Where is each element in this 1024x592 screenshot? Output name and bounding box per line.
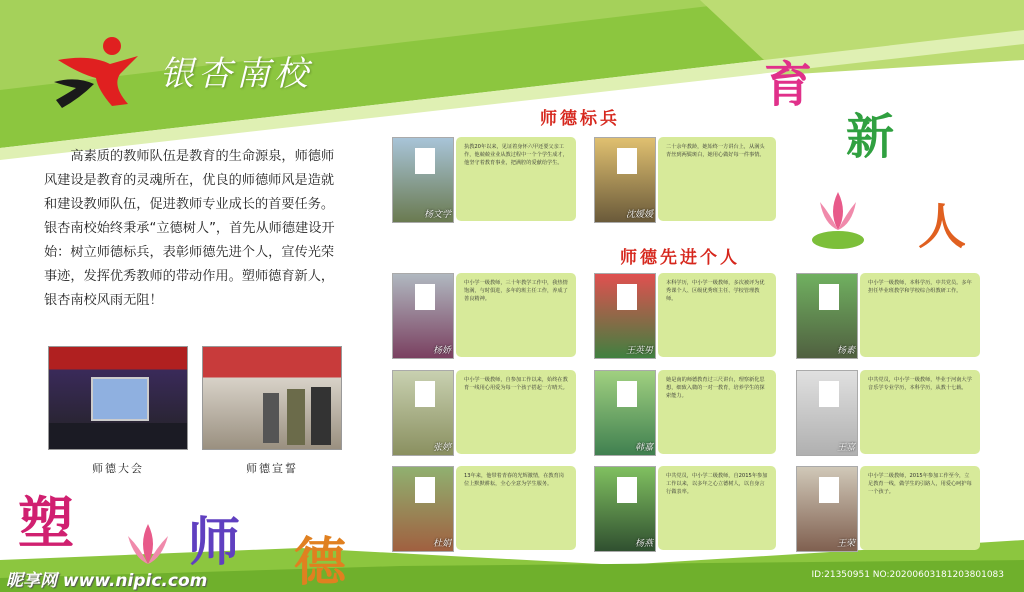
intro-paragraph: 高素质的教师队伍是教育的生命源泉，师德师风建设是教育的灵魂所在，优良的师德师风是造就和建设教师队伍，促进教师专业成长的首要任务。银杏南校始终秉承“立德树人”，首先从师德建设开始：树立师德标兵，表彰师德先进个人，宣传光荣事迹，发挥优秀教师的带动作用。塑师德育新人，银杏南校风雨无阻！ — [44, 149, 335, 308]
teacher-portrait: 王英男 — [594, 273, 656, 359]
teacher-bio-card: 执教20年以来，见证着身怀六甲还要父亲工作，他兢兢业业从教过程中一个个学生成才，他坚守着教育事业，把满腔的爱献给学生。 — [456, 137, 576, 221]
teacher-bio-card: 中共党员，中小学二级教师，自2015年参加工作以来，以多年之心立德树人，以自身言行做表率。 — [658, 466, 776, 550]
section-title-advanced: 师德先进个人 — [620, 248, 740, 268]
teacher-portrait: 王嘉 — [796, 370, 858, 456]
slogan-char: 人 — [918, 199, 967, 255]
oath-photo — [202, 346, 342, 450]
slogan-char: 师 — [188, 512, 241, 573]
photo-caption: 师德大会 — [92, 462, 144, 475]
teacher-bio-card: 13年来，他带着青春的光辉激情，在教育岗位上默默耕耘，全心全意为学生服务。 — [456, 466, 576, 550]
slogan-char: 塑 — [18, 491, 74, 557]
teacher-bio-card: 中小学一级教师，三十年教学工作中，我热情饱满，与时俱进，多年的班主任工作，养成了善良精神。 — [456, 273, 576, 357]
teacher-portrait: 杨燕 — [594, 466, 656, 552]
teacher-portrait: 韩嘉 — [594, 370, 656, 456]
teacher-portrait: 杨文学 — [392, 137, 454, 223]
teacher-portrait: 王荣 — [796, 466, 858, 552]
teacher-portrait: 杨素 — [796, 273, 858, 359]
teacher-bio-card: 中共党员，中小学一级教师，毕业于河南大学音乐学专业学历，本科学历，从教十七载。 — [860, 370, 980, 454]
teacher-bio-card: 中小学一级教师，自参加工作以来，始终在教育一线用心用爱为每一个孩子搭起一方晴天。 — [456, 370, 576, 454]
section-title-model: 师德标兵 — [540, 109, 620, 129]
teacher-portrait: 张婷 — [392, 370, 454, 456]
slogan-char: 德 — [294, 532, 347, 592]
teacher-bio-card: 二十余年教龄，她始终一方讲台上，从满头青丝到两鬓斑白，她用心做好每一件事情。 — [658, 137, 776, 221]
meeting-photo — [48, 346, 188, 450]
teacher-bio-card: 她是南的师德教育过三尺讲台，理察新化思想，细致入微的一对一教育，培养学生的探索能力。 — [658, 370, 776, 454]
lotus-icon — [120, 520, 176, 570]
teacher-portrait: 杨娇 — [392, 273, 454, 359]
lotus-icon — [808, 178, 870, 252]
teacher-bio-card: 本科学历，中小学一级教师，多次被评为优秀课个人、区级优秀班主任、学校管理教师。 — [658, 273, 776, 357]
teacher-portrait: 杜娟 — [392, 466, 454, 552]
school-name: 银杏南校 — [160, 54, 312, 94]
image-id: ID:21350951 NO:20200603181203801083 — [811, 570, 1004, 580]
slogan-char: 育 — [764, 57, 813, 113]
slogan-char: 新 — [846, 109, 895, 165]
watermark: 昵享网 www.nipic.com — [6, 571, 208, 591]
teacher-bio-card: 中小学二级教师，2015年参加工作至今，立足教育一线，做学生的引路人，用爱心呵护每一个孩子。 — [860, 466, 980, 550]
teacher-portrait: 沈媛媛 — [594, 137, 656, 223]
photo-caption: 师德宣誓 — [246, 462, 298, 475]
teacher-bio-card: 中小学一级教师，本科学历，中共党员。多年担任毕业班教学和学校综合组教研工作。 — [860, 273, 980, 357]
school-logo-icon — [50, 34, 146, 112]
